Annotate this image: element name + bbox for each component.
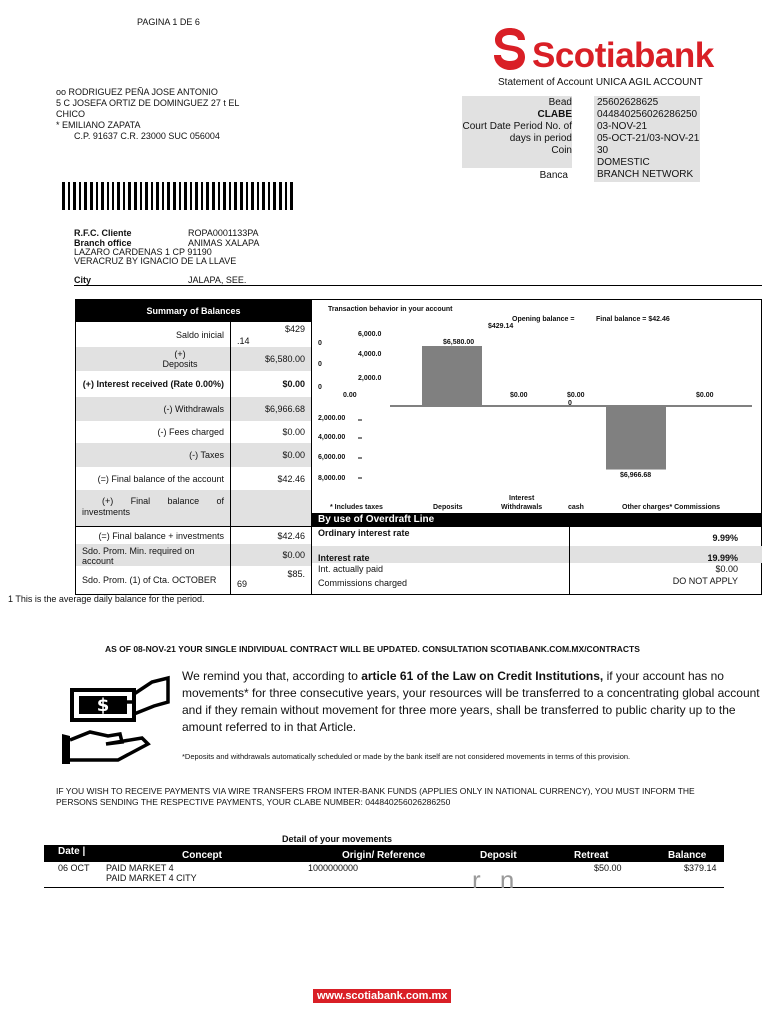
y-tick: 2,000.00 [318,415,346,422]
y-tick-zero: 0 [318,361,322,368]
contract-notice: AS OF 08-NOV-21 YOUR SINGLE INDIVIDUAL CONTRACT WILL BE UPDATED. CONSULTATION SCOTIABANK.COM.MX/CONTRACTS [105,644,640,654]
chart-final-label: Final balance = $42.46 [596,316,670,323]
bar-deposits [422,346,482,406]
x-label: Interest [509,495,535,502]
data-label-withdrawals: $6,966.68 [620,472,652,479]
account-values: 25602628625 044840256026286250 03-NOV-21 05-OCT-21/03-NOV-21 30 DOMESTIC BRANCH NETWORK [597,97,700,180]
y-tick-zero: 0 [318,384,322,391]
x-label: Deposits [433,504,463,511]
interest-rate-value: 19.99% [707,553,738,563]
account-labels: Bead CLABE Court Date Period No. of days in period Coin [462,97,572,156]
ordinary-rate-label: Ordinary interest rate [318,528,410,538]
summary-taxes: (-) Taxes $0.00 [76,443,311,467]
data-label-deposits: $6,580.00 [443,339,475,346]
summary-average: Sdo. Prom. (1) of Cta. OCTOBER $85. 69 [76,566,311,594]
int-paid-value: $0.00 [715,564,738,574]
y-tick: 6,000.00 [318,454,346,461]
summary-title: Summary of Balances [76,300,311,322]
banca-label: Banca [539,170,568,181]
int-paid-label: Int. actually paid [318,564,384,574]
movements-header: Date | Concept Origin/ Reference Deposit Retreat Balance [44,845,724,862]
summary-final-investments: (=) Final balance + investments $42.46 [76,526,311,544]
scotiabank-logo-icon [492,26,528,72]
commissions-label: Commissions charged [318,578,408,588]
x-label: * Includes taxes [330,504,383,511]
y-tick-origin: 0.00 [343,392,357,399]
y-tick: 4,000.00 [318,434,346,441]
summary-deposits: (+) Deposits $6,580.00 [76,347,311,371]
statement-title: Statement of Account UNICA AGIL ACCOUNT [498,77,703,88]
summary-min-required: Sdo. Prom. Min. required on account $0.00 [76,544,311,566]
commissions-value: DO NOT APPLY [672,576,738,586]
chart-title: Transaction behavior in your account [328,306,453,313]
summary-interest: (+) Interest received (Rate 0.00%) $0.00 [76,371,311,397]
page-label: PAGINA 1 DE 6 [137,17,200,27]
y-tick: 2,000.0 [358,375,382,382]
watermark: r n [472,872,521,888]
x-label: Withdrawals [501,504,543,511]
branch-info: R.F.C. Cliente ROPA0001133PA Branch office ANIMAS XALAPA LAZARO CARDENAS 1 CP 91190 VERACRUZ BY IGNACIO DE LA LLAVE [74,228,260,266]
ordinary-rate-value: 9.99% [712,533,738,543]
customer-address: oo RODRIGUEZ PEÑA JOSE ANTONIO 5 C JOSEFA ORTIZ DE DOMINGUEZ 27 t EL CHICO * EMILIANO ZAPATA C.P. 91637 C.R. 23000 SUC 056004 [56,87,240,141]
data-label-opening: $429.14 [488,323,514,330]
barcode [62,182,296,210]
law-reminder: We remind you that, according to article 61 of the Law on Credit Institutions, if your account has no movements* for three consecutive years, your resources will be transferred to a concentrating global account and if they remain without movement for three more years, shall be transferred to public charity up to the amount referred to in that Article. [182,669,760,734]
money-hands-icon [60,672,172,768]
summary-withdrawals: (-) Withdrawals $6,966.68 [76,397,311,421]
summary-fees: (-) Fees charged $0.00 [76,421,311,443]
summary-footnote: 1 This is the average daily balance for the period. [8,594,205,604]
data-label-interest: $0.00 [510,392,528,399]
chart-opening-label: Opening balance = [512,316,575,323]
summary-saldo: Saldo inicial $429 .14 [76,322,311,347]
movements-title: Detail of your movements [282,834,393,844]
x-label: cash [568,504,584,511]
y-tick: 4,000.0 [358,351,382,358]
interest-rate-label: Interest rate [318,553,370,563]
y-tick: 8,000.00 [318,475,346,482]
y-tick-zero: 0 [318,340,322,347]
overdraft-title: By use of Overdraft Line [312,513,762,527]
branch-city: City JALAPA, SEE. [74,275,247,285]
wire-notice: IF YOU WISH TO RECEIVE PAYMENTS VIA WIRE TRANSFERS FROM INTER-BANK FUNDS (APPLIES ONLY IN NATIONAL CURRENCY), YOU MUST INFORM THE PERSONS SENDING THE RESPECTIVE PAYMENTS, YOUR CLABE NUMBER: 044840256026286250 [56,786,695,807]
data-label-cash-extra: 0 [568,400,572,407]
data-label-cash: $0.00 [567,392,585,399]
table-row: 06 OCT PAID MARKET 4 PAID MARKET 4 CITY 1000000000 $50.00 $379.14 [44,862,724,888]
svg-text:$: $ [96,695,110,716]
x-label: Other charges* Commissions [622,504,721,511]
website-link[interactable]: www.scotiabank.com.mx [313,989,451,1003]
y-tick: 6,000.0 [358,331,382,338]
bar-withdrawals [606,406,666,470]
data-label-other: $0.00 [696,392,714,399]
summary-final: (=) Final balance of the account $42.46 [76,467,311,490]
bank-name: Scotiabank [532,36,714,75]
summary-investments: (+) Final balance of investments [76,490,311,526]
deposits-note: *Deposits and withdrawals automatically scheduled or made by the bank itself are not considered movements in terms of this provision. [182,752,631,761]
